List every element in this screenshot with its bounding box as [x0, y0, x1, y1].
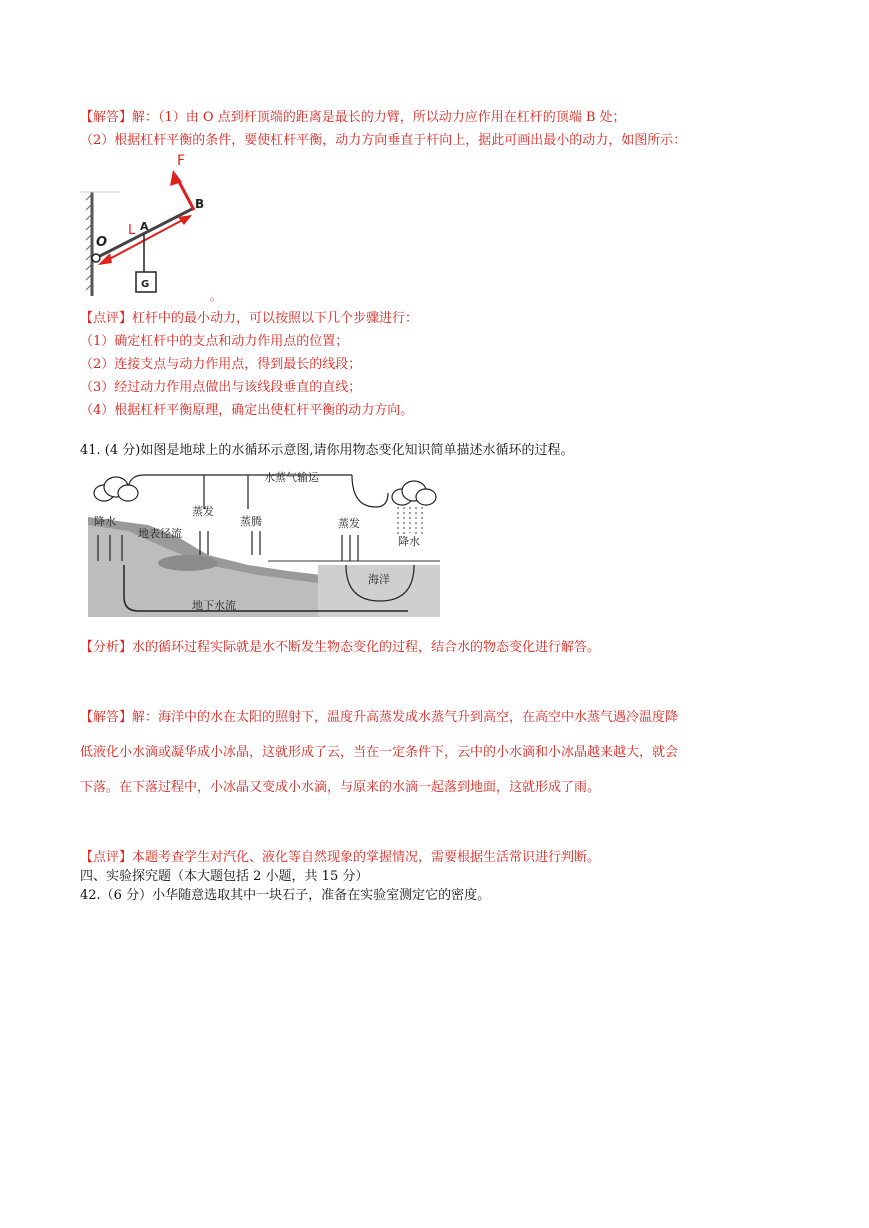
- comment2-tag: 【点评】: [80, 850, 133, 865]
- label-B: B: [195, 197, 205, 211]
- label-F: F: [177, 153, 186, 169]
- lake: [158, 555, 218, 571]
- lever-rod: [96, 208, 194, 258]
- comment1-intro-line: [80, 310, 418, 328]
- label-evap-left: 蒸发: [192, 505, 214, 518]
- lever-figure: [80, 150, 230, 302]
- label-O: O: [96, 235, 108, 250]
- comment1-step-2: （2）连接支点与动力作用点，得到最长的线段；: [80, 357, 362, 372]
- comment1-step-1: （1）确定杠杆中的支点和动力作用点的位置；: [80, 334, 349, 349]
- analysis-line: [80, 639, 600, 657]
- comment1-tag: 【点评】: [80, 311, 133, 326]
- q41-text: 41. (4 分)如图是地球上的水循环示意图,请你用物态变化知识简单描述水循环的过程。: [80, 443, 574, 458]
- answer1-text1: 解：（1）由 O 点到杆顶端的距离是最长的力臂，所以动力应作用在杠杆的顶端 B 处；: [132, 110, 626, 125]
- water-cycle-figure: [88, 465, 440, 617]
- pivot: [92, 254, 100, 262]
- section4-title: 四、实验探究题（本大题包括 2 小题，共 15 分）: [80, 869, 369, 884]
- label-evap-right: 蒸发: [338, 517, 360, 530]
- comment1-step-4: （4）根据杠杆平衡原理，确定出使杠杆平衡的动力方向。: [80, 403, 414, 418]
- analysis-tag: 【分析】: [80, 640, 133, 655]
- answer2-line1: [80, 709, 678, 727]
- label-A: A: [140, 220, 149, 233]
- answer2-text1: 解：海洋中的水在太阳的照射下，温度升高蒸发成水蒸气升到高空，在高空中水蒸气遇冷温度降: [132, 710, 679, 725]
- label-transport: 水蒸气输运: [264, 471, 319, 484]
- comment2-line: [80, 849, 600, 867]
- answer2-line3: 下落。在下落过程中，小冰晶又变成小水滴，与原来的水滴一起落到地面，这就形成了雨。: [80, 780, 601, 795]
- analysis-text: 水的循环过程实际就是水不断发生物态变化的过程，结合水的物态变化进行解答。: [132, 640, 601, 655]
- comment1-intro: 杠杆中的最小动力，可以按照以下几个步骤进行：: [132, 311, 419, 326]
- label-surface-runoff: 地表径流: [138, 527, 182, 540]
- answer1-line2: [80, 132, 686, 150]
- trailing-mark: 。: [210, 289, 223, 302]
- answer1-tag: 【解答】: [80, 110, 133, 125]
- label-precip-right: 降水: [398, 535, 420, 548]
- q42-text: 42.（6 分）小华随意选取其中一块石子，准备在实验室测定它的密度。: [80, 888, 491, 903]
- comment2-text: 本题考查学生对汽化、液化等自然现象的掌握情况，需要根据生活常识进行判断。: [132, 850, 601, 865]
- label-ocean: 海洋: [368, 573, 390, 586]
- answer1-line1: [80, 109, 626, 127]
- label-precip-left: 降水: [94, 515, 116, 528]
- comment1-step-3: （3）经过动力作用点做出与该线段垂直的直线；: [80, 380, 362, 395]
- label-groundwater: 地下水流: [192, 599, 236, 612]
- answer2-line2: 低液化小水滴或凝华成小冰晶，这就形成了云，当在一定条件下，云中的小水滴和小冰晶越来越大，就会: [80, 745, 679, 760]
- label-L: L: [128, 223, 136, 238]
- label-G: G: [141, 279, 150, 290]
- answer2-tag: 【解答】: [80, 710, 133, 725]
- label-transpiration: 蒸腾: [240, 515, 262, 528]
- answer1-text2: （2）根据杠杆平衡的条件，要使杠杆平衡，动力方向垂直于杆向上，据此可画出最小的动力，如图所示：: [80, 133, 687, 148]
